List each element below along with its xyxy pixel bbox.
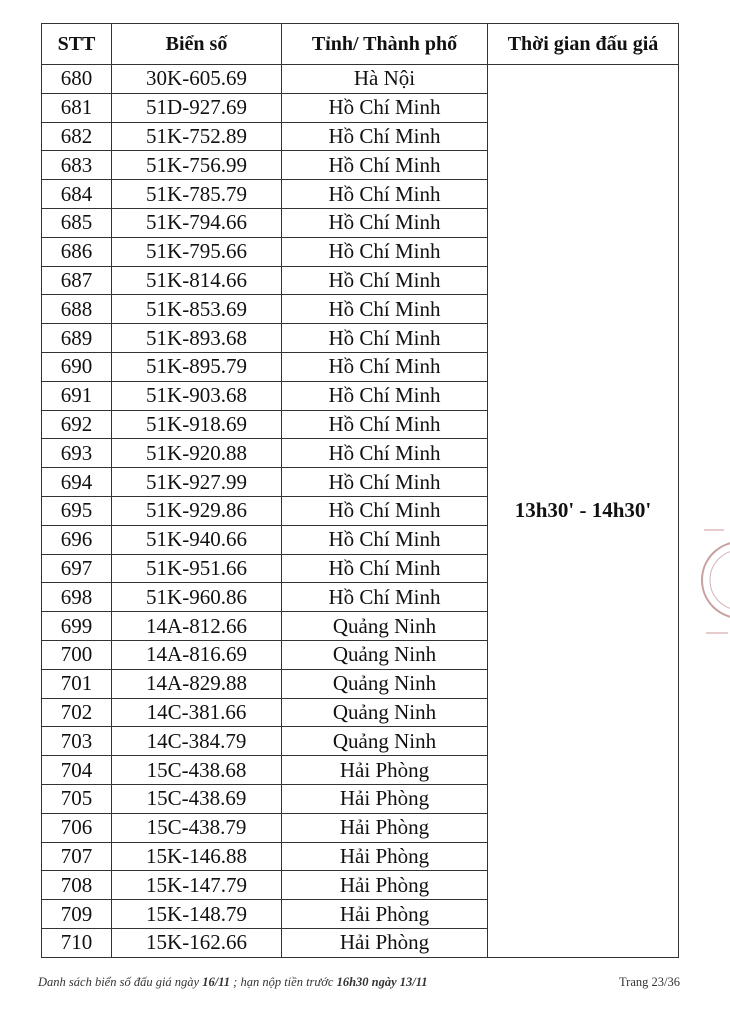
cell-stt: 710	[42, 928, 112, 957]
cell-province: Hồ Chí Minh	[282, 496, 488, 525]
cell-stt: 688	[42, 295, 112, 324]
cell-province: Hồ Chí Minh	[282, 237, 488, 266]
cell-plate: 51K-814.66	[112, 266, 282, 295]
cell-province: Hồ Chí Minh	[282, 122, 488, 151]
cell-stt: 692	[42, 410, 112, 439]
cell-stt: 709	[42, 900, 112, 929]
cell-stt: 703	[42, 727, 112, 756]
page-footer	[38, 975, 680, 993]
cell-province: Hồ Chí Minh	[282, 93, 488, 122]
cell-plate: 51K-920.88	[112, 439, 282, 468]
cell-stt: 681	[42, 93, 112, 122]
cell-stt: 697	[42, 554, 112, 583]
cell-province: Hồ Chí Minh	[282, 583, 488, 612]
cell-province: Hồ Chí Minh	[282, 381, 488, 410]
cell-province: Quảng Ninh	[282, 727, 488, 756]
cell-province: Hồ Chí Minh	[282, 410, 488, 439]
cell-province: Hồ Chí Minh	[282, 352, 488, 381]
cell-province: Hải Phòng	[282, 756, 488, 785]
cell-stt: 684	[42, 180, 112, 209]
header-time: Thời gian đấu giá	[488, 24, 679, 65]
cell-province: Hải Phòng	[282, 842, 488, 871]
cell-plate: 51K-951.66	[112, 554, 282, 583]
cell-province: Hồ Chí Minh	[282, 151, 488, 180]
cell-plate: 15K-146.88	[112, 842, 282, 871]
cell-plate: 14A-816.69	[112, 640, 282, 669]
cell-stt: 702	[42, 698, 112, 727]
cell-province: Quảng Ninh	[282, 698, 488, 727]
cell-province: Hải Phòng	[282, 813, 488, 842]
header-row	[42, 24, 679, 65]
cell-stt: 707	[42, 842, 112, 871]
cell-plate: 15K-148.79	[112, 900, 282, 929]
header-stt: STT	[42, 24, 112, 65]
cell-plate: 51K-853.69	[112, 295, 282, 324]
cell-stt: 694	[42, 468, 112, 497]
cell-stt: 687	[42, 266, 112, 295]
cell-province: Hồ Chí Minh	[282, 180, 488, 209]
cell-stt: 704	[42, 756, 112, 785]
cell-stt: 689	[42, 324, 112, 353]
footer-deadline: 16h30 ngày 13/11	[336, 975, 428, 989]
cell-stt: 705	[42, 784, 112, 813]
cell-province: Hải Phòng	[282, 928, 488, 957]
cell-stt: 690	[42, 352, 112, 381]
cell-province: Hải Phòng	[282, 900, 488, 929]
cell-plate: 51K-795.66	[112, 237, 282, 266]
header-plate: Biển số	[112, 24, 282, 65]
cell-plate: 51K-903.68	[112, 381, 282, 410]
cell-province: Quảng Ninh	[282, 612, 488, 641]
cell-stt: 696	[42, 525, 112, 554]
cell-plate: 51K-785.79	[112, 180, 282, 209]
footer-note: Danh sách biển số đấu giá ngày 16/11 ; hạn nộp tiền trước 16h30 ngày 13/11	[38, 975, 428, 989]
cell-plate: 30K-605.69	[112, 65, 282, 94]
cell-plate: 51K-752.89	[112, 122, 282, 151]
cell-stt: 699	[42, 612, 112, 641]
cell-stt: 691	[42, 381, 112, 410]
cell-province: Hồ Chí Minh	[282, 525, 488, 554]
cell-plate: 14C-381.66	[112, 698, 282, 727]
cell-plate: 51K-918.69	[112, 410, 282, 439]
cell-stt: 683	[42, 151, 112, 180]
cell-stt: 708	[42, 871, 112, 900]
cell-stt: 700	[42, 640, 112, 669]
footer-date: 16/11	[202, 975, 231, 989]
cell-stt: 701	[42, 669, 112, 698]
cell-stt: 706	[42, 813, 112, 842]
cell-stt: 698	[42, 583, 112, 612]
cell-province: Hồ Chí Minh	[282, 554, 488, 583]
cell-plate: 15C-438.69	[112, 784, 282, 813]
cell-stt: 680	[42, 65, 112, 94]
cell-plate: 14C-384.79	[112, 727, 282, 756]
cell-province: Hồ Chí Minh	[282, 295, 488, 324]
cell-province: Hồ Chí Minh	[282, 468, 488, 497]
cell-plate: 51K-895.79	[112, 352, 282, 381]
cell-province: Hồ Chí Minh	[282, 324, 488, 353]
cell-plate: 51K-940.66	[112, 525, 282, 554]
cell-stt: 685	[42, 208, 112, 237]
cell-plate: 51K-927.99	[112, 468, 282, 497]
cell-province: Hồ Chí Minh	[282, 208, 488, 237]
page-number: Trang 23/36	[618, 975, 680, 989]
cell-plate: 15C-438.68	[112, 756, 282, 785]
cell-plate: 15C-438.79	[112, 813, 282, 842]
cell-province: Hà Nội	[282, 65, 488, 94]
stamp-fragment-icon	[700, 505, 730, 645]
cell-plate: 51K-893.68	[112, 324, 282, 353]
cell-plate: 14A-812.66	[112, 612, 282, 641]
plates-table	[41, 23, 679, 958]
cell-province: Quảng Ninh	[282, 640, 488, 669]
header-province: Tỉnh/ Thành phố	[282, 24, 488, 65]
cell-plate: 51K-756.99	[112, 151, 282, 180]
cell-province: Hải Phòng	[282, 784, 488, 813]
cell-auction-time: 13h30' - 14h30'	[488, 65, 679, 958]
cell-plate: 51K-929.86	[112, 496, 282, 525]
cell-plate: 51K-794.66	[112, 208, 282, 237]
cell-stt: 693	[42, 439, 112, 468]
cell-stt: 686	[42, 237, 112, 266]
cell-plate: 51K-960.86	[112, 583, 282, 612]
cell-province: Hồ Chí Minh	[282, 266, 488, 295]
cell-province: Quảng Ninh	[282, 669, 488, 698]
cell-plate: 14A-829.88	[112, 669, 282, 698]
cell-plate: 15K-162.66	[112, 928, 282, 957]
cell-plate: 15K-147.79	[112, 871, 282, 900]
table-row	[42, 65, 679, 94]
cell-stt: 695	[42, 496, 112, 525]
cell-province: Hồ Chí Minh	[282, 439, 488, 468]
cell-plate: 51D-927.69	[112, 93, 282, 122]
cell-stt: 682	[42, 122, 112, 151]
cell-province: Hải Phòng	[282, 871, 488, 900]
